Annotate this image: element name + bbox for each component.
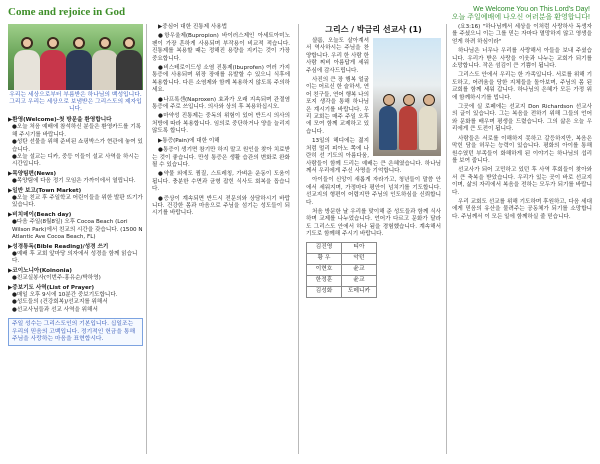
table-row [307,253,377,264]
offering-note-box: 주일 성수는 그리스도인의 기본입니다. 십일조는 우리의 믿음의 고백입니다. 정기적인 헌금을 통해 주님을 사랑하는 마음을 표현합시다. [8,318,143,346]
welcome-korean: 오늘 주일예배에 나오신 여러분을 환영합니다! [451,14,590,21]
welcome-english: We Welcome You on This Lord's Day! [473,6,590,13]
paragraph: 13일의 헤디에는 젊지 처럼 멀리 피아노 쪽에 나란히 선 기도의 아름다움, 사람들이 함께 드리는 예배는 큰 은혜였습니다. 하나님께서 우리에게 주신 사명을 기억합니다. [306,138,441,174]
table-row [307,264,377,275]
list-item: ●매일 오후 9시에 10분간 중보기도합니다. [12,291,118,298]
paragraph: 사진의 큰 장 행복 얼굴 이는 어르신 한 슬하셔, 연어 친구들, 연어 행복 나의 포지 생각을 통해 하나님 은 계시기를 바랍니다. 우리 교회는 매주 주일 오후에 모여 함께 교제하고 있습니다. [306,77,369,135]
list-item: ●오늘 친교 후 주일학교 어린이들을 위한 발판 뜨기가 있습니다. [12,195,143,209]
paragraph: (요3:16) "하나님께서 세상을 이처럼 사랑하사 독생자를 주셨으니 이는 그를 믿는 자마다 멸망하지 않고 영생을 얻게 하려 하심이라" [452,24,592,45]
name-cell: 티아 [342,242,377,253]
column-divider [446,24,447,454]
paragraph: 하나님은 너무나 우리를 사랑해서 아들을 보내 주셨습니다. 우리가 받은 사랑을 이웃과 나누는 교회가 되기를 소망합니다. 작은 섬김이 큰 기쁨이 됩니다. [452,48,592,70]
list-item: ●오늘 설교는 디카, 중등 이들이 설교 사역을 하시는 시간입니다. [12,154,140,168]
list-item: ▶일반 보고(Town Market) [8,187,82,194]
column-health [152,24,290,220]
group-photo [8,24,143,90]
name-cell: 김성화 [307,286,342,297]
list-item: ▶비치데이(Beach day) [8,211,72,218]
paragraph: 선교사가 되어 고민하고 있던 후 사역 후회들이 찾아와서 큰 축복을 받았습니다. 우리가 있는 곳이 바로 선교지이며, 삶의 자리에서 복음을 전하는 모두가 되기를 바랍니다. [452,167,592,196]
paragraph: 우리 교회도 선교를 위해 기도하며 후원하고, 다음 세대에게 믿음의 유산을 물려주는 공동체가 되기를 소망합니다. 주님께서 이 모든 일에 함께하실 줄 믿습니다. [452,198,592,220]
list-item: ●예배 후 교회 앞마당 의자에서 성경을 함께 읽습니다. [12,250,138,265]
header-welcome [370,6,590,22]
missionary-photo [373,38,441,156]
name-cell: 한정훈 [307,275,342,286]
name-table [306,242,377,298]
list-item: ▶중보기도 사역(List of Prayer) [8,284,95,291]
list-item: ▶코이노니아(Koinonia) [8,267,72,274]
photo-caption: 우리는 세상으로부터 부름받은 하나님의 백성입니다. 그리고 우리는 세상으로 보냄받은 그리스도의 제자입니다. [9,92,142,112]
article-title: 그리스 / 박금리 선교사 (1) [325,25,422,34]
name-cell: 악턴 [342,253,377,264]
name-cell: 윤교 [342,264,377,275]
paragraph: ●증상이 계속되면 반드시 전문의와 상담하시기 바랍니다. 건강한 몸과 마음으로 주님을 섬기는 성도들이 되시기를 바랍니다. [152,195,290,217]
table-row [307,242,377,253]
paragraph: ●통증이 생기면 참기만 하지 말고 원인을 찾아 치료받는 것이 좋습니다. 만성 통증은 생활 습관의 변화로 완화될 수 있습니다. [152,147,290,168]
column-sermon [452,24,592,223]
name-cell: 김진영 [307,242,342,253]
paragraph: ●약물 외에도 찜질, 스트레칭, 가벼운 운동이 도움이 됩니다. 충분한 수면과 균형 잡힌 식사도 회복을 돕습니다. [152,171,290,193]
list-item: ●친교실봉사(이번주-홍유순/박하영) [12,275,101,282]
paragraph: ▶중심어 대한 진통제 사용법 [158,24,228,30]
table-row [307,275,377,286]
paragraph: ●비스테로이드성 소염 진통제(Ibuprofen) 여러 가지 통증에 사용되며 위장 장애를 유발할 수 있으니 식후에 복용합니다. 다른 소염제와 함께 복용하지 않도록 주의하세요. [152,65,290,94]
column-missionary-letter [306,24,441,298]
announcement-list [8,117,143,314]
list-item: ●성탄 선물을 위해 준비된 쇼핑박스가 현관에 놓여 있습니다. [12,139,143,153]
paragraph: 그곳에 실 로페에는 선교지 Don Richardson 선교사의 글이 있습니다. 그는 복음을 전하기 위해 그들의 언어와 문화를 배우며 평생을 드렸습니다. 그의 삶은 오늘 우리에게 큰 도전이 됩니다. [452,104,592,133]
paragraph: 처음 방문한 날 우리를 맞이해 준 성도들과 함께 식사하며 교제를 나누었습니다. 언어가 다르고 문화가 달라도 그리스도 안에서 하나 됨을 경험했습니다. 계속해서 기도로 함께해 주시기 바랍니다. [306,208,441,238]
table-row [307,286,377,297]
list-item: ▶성경통독(Bible Reading)/성경 쓰기 [8,243,109,250]
paragraph: 샬롬, 오늘도 살아계셔서 역사하시는 주님을 찬양합니다. 우리 한 사람 한 사람 찌비 아름답게 세워주심에 감사드립니다. [306,38,369,74]
list-item: ●다음 주일(8월8일) 오후 Cocoa Beach (Lori Wilson Park)에서 친교의 시간을 갖습니다. (1500 N Atlantic Ave Cocoa Beach, FL) [12,219,143,241]
column-divider [298,24,299,454]
list-item: ●목양팀에 다음 정기 모임은 가까이에서 열립니다. [12,178,136,185]
column-divider [146,24,147,454]
list-item: ▶환영(Welcome)-첫 방문을 환영합니다 [8,117,112,123]
paragraph: ●항우울제(Bupropion) 바이러스제인 아세트아미노펜이 가장 흔하게 사용되며 부작용이 비교적 적습니다. 진통제를 복용할 때는 정해진 용량을 지키는 것이 가장 중요합니다. [152,33,290,62]
paragraph: 사람들은 서로를 이해하지 못하고 갈등하지만, 복음은 막힌 담을 허무는 능력이 있습니다. 평화의 아이를 통해 원수였던 부족들이 화해하게 된 이야기는 하나님의 섭리를 보여 줍니다. [452,135,592,164]
list-item: ●선교사님들과 선교 사역을 위해서 [12,306,98,313]
name-cell: 도메니카 [342,286,377,297]
list-item: ●오늘 처음 예배에 참석하신 분들은 환영카드를 기록해 주시기를 바랍니다. [12,124,142,138]
list-item: ▶목양팀편(News) [8,170,57,177]
list-item: ●성도들의 (건강회복)/선교지를 위해서 [12,299,108,306]
column-announcements [8,24,143,346]
name-cell: 이현호 [307,264,342,275]
paragraph: 아이들이 신앙이 새롭게 자라가고, 청년들이 말씀 안에서 세워지며, 가정마다 평안이 넘치기를 기도합니다. 선교지의 형편이 어렵지만 주님의 인도하심을 신뢰합니다. [306,177,441,206]
header-left-title: Come and rejoice in God [8,6,126,18]
name-cell: 윤교 [342,275,377,286]
paragraph: 그리스도 안에서 우리는 한 가족입니다. 서로를 위해 기도하고, 어려움을 당한 지체들을 돌아보며, 주님의 몸 된 교회를 함께 세워 갑니다. 하나님의 은혜가 모든 가정 위에 함께하시기를 빕니다. [452,72,592,101]
paragraph: ▶통증(Pain)에 대한 이해 [158,137,220,144]
name-cell: 황 우 [307,253,342,264]
paragraph: ●마약성 진통제는 중독의 위험이 있어 반드시 의사의 처방에 따라 복용합니다. 임의로 중단하거나 양을 늘리지 않도록 합니다. [152,113,290,135]
paragraph: ●나프록센(Naproxen) 효과가 오래 지속되며 관절염 통증에 주로 쓰입니다. 의사와 상의 후 복용하십시오. [152,96,290,111]
